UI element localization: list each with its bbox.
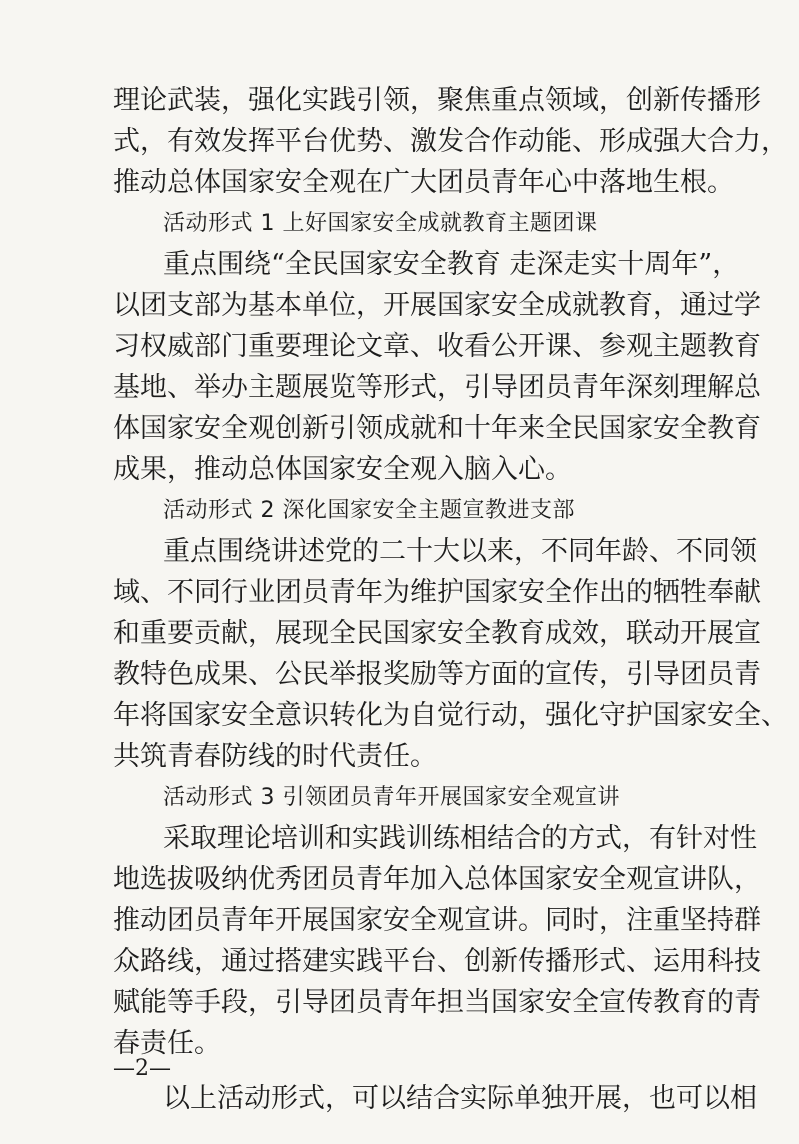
paragraph-line: 以团支部为基本单位，开展国家安全成就教育，通过学	[113, 290, 761, 321]
paragraph-line: 推动总体国家安全观在广大团员青年心中落地生根。	[113, 167, 734, 198]
paragraph-line: 共筑青春防线的时代责任。	[113, 741, 437, 772]
paragraph-line: 年将国家安全意识转化为自觉行动，强化守护国家安全、	[113, 700, 788, 731]
paragraph-line: 重点围绕“全民国家安全教育 走深走实十周年”，	[163, 249, 740, 280]
page-number: —2—	[113, 1056, 171, 1081]
paragraph-line: 推动团员青年开展国家安全观宣讲。同时，注重坚持群	[113, 905, 761, 936]
activity-1-heading: 活动形式 1 上好国家安全成就教育主题团课	[163, 211, 598, 236]
intro-paragraph	[113, 80, 788, 203]
activity-2-paragraph	[113, 531, 788, 777]
paragraph-line: 地选拔吸纳优秀团员青年加入总体国家安全观宣讲队，	[113, 864, 761, 895]
paragraph-line: 春责任。	[113, 1028, 221, 1059]
activity-3-heading: 活动形式 3 引领团员青年开展国家安全观宣讲	[163, 785, 620, 810]
paragraph-line: 域、不同行业团员青年为维护国家安全作出的牺牲奉献	[113, 577, 761, 608]
paragraph-line: 体国家安全观创新引领成就和十年来全民国家安全教育	[113, 413, 761, 444]
activity-2-heading: 活动形式 2 深化国家安全主题宣教进支部	[163, 498, 575, 523]
paragraph-line: 基地、举办主题展览等形式，引导团员青年深刻理解总	[113, 372, 761, 403]
activity-3-paragraph	[113, 818, 761, 1064]
paragraph-line: 赋能等手段，引导团员青年担当国家安全宣传教育的青	[113, 987, 761, 1018]
paragraph-line: 式，有效发挥平台优势、激发合作动能、形成强大合力，	[113, 126, 788, 157]
paragraph-line: 成果，推动总体国家安全观入脑入心。	[113, 454, 572, 485]
activity-1-paragraph	[113, 244, 761, 490]
closing-paragraph	[113, 1078, 757, 1119]
paragraph-line: 和重要贡献，展现全民国家安全教育成效，联动开展宣	[113, 618, 761, 649]
paragraph-line: 理论武装，强化实践引领，聚焦重点领域，创新传播形	[113, 85, 761, 116]
paragraph-line: 众路线，通过搭建实践平台、创新传播形式、运用科技	[113, 946, 761, 977]
paragraph-line: 以上活动形式，可以结合实际单独开展，也可以相	[163, 1083, 757, 1114]
paragraph-line: 采取理论培训和实践训练相结合的方式，有针对性	[163, 823, 757, 854]
paragraph-line: 重点围绕讲述党的二十大以来，不同年龄、不同领	[163, 536, 757, 567]
body-text	[113, 80, 788, 1119]
paragraph-line: 习权威部门重要理论文章、收看公开课、参观主题教育	[113, 331, 761, 362]
paragraph-line: 教特色成果、公民举报奖励等方面的宣传，引导团员青	[113, 659, 761, 690]
paragraph-spacer	[113, 1064, 693, 1078]
